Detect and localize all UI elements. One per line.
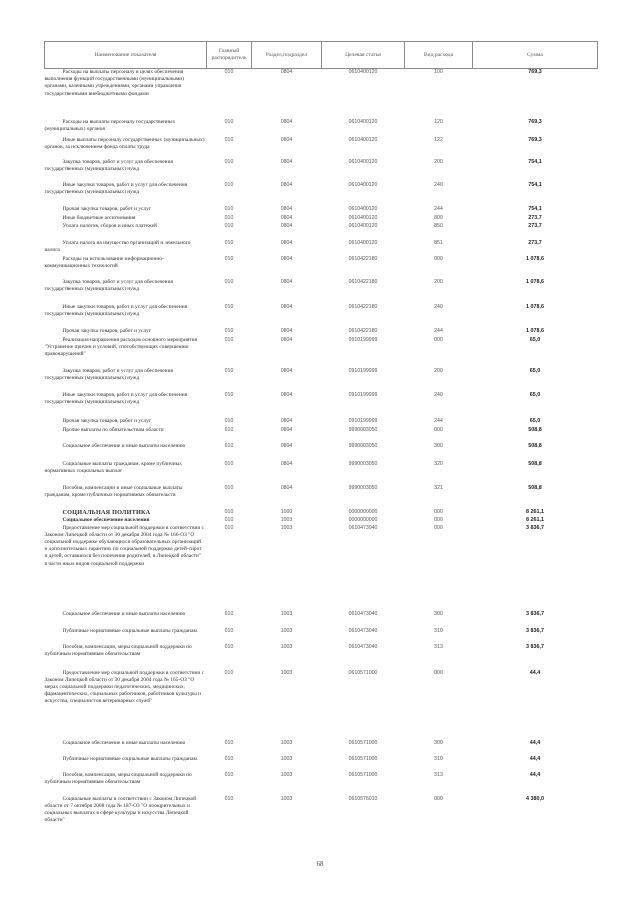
cell-sum: 273,7: [528, 222, 542, 229]
cell-cs: 0610400120: [348, 222, 378, 229]
cell-grbs: 010: [224, 795, 234, 802]
cell-cs: 0610422180: [348, 255, 378, 262]
cell-cs: 0610400120: [348, 239, 378, 246]
column-header-razdel: Раздел,подраздел: [252, 42, 322, 69]
cell-name: Публичные нормативные социальные выплаты гражданам: [62, 755, 197, 762]
cell-razdel: 1000: [280, 508, 293, 515]
table-row: [45, 796, 598, 836]
cell-name: Прочая закупка товаров, работ и услуг: [62, 205, 152, 212]
table-row: [45, 509, 598, 517]
cell-cs: 9990003050: [348, 484, 378, 491]
cell-name: Прочая закупка товаров, работ и услуг: [62, 327, 152, 334]
cell-cs: 0000000000: [348, 516, 378, 523]
cell-name: Публичные нормативные социальные выплаты гражданам: [62, 627, 197, 634]
table-header: [45, 42, 598, 69]
table-row: [45, 670, 598, 740]
cell-cs: 0610422180: [348, 278, 378, 285]
cell-grbs: 010: [224, 214, 234, 221]
cell-razdel: 0804: [280, 391, 293, 398]
table-row: [45, 279, 598, 304]
cell-razdel: 0804: [280, 336, 293, 343]
cell-sum: 769,3: [528, 69, 542, 75]
cell-vr: 320: [434, 460, 443, 467]
cell-sum: 3 836,7: [526, 643, 544, 650]
cell-cs: 0610473040: [348, 610, 378, 617]
cell-vr: 000: [434, 426, 443, 433]
table-row: [45, 611, 598, 628]
cell-razdel: 1003: [280, 524, 293, 531]
table-row: [45, 119, 598, 137]
cell-grbs: 010: [224, 303, 234, 310]
cell-vr: 310: [434, 627, 443, 634]
table-row: [45, 740, 598, 756]
cell-grbs: 010: [224, 771, 234, 778]
cell-name: Социальное обеспечение населения: [62, 516, 150, 523]
cell-grbs: 010: [224, 136, 234, 143]
cell-name: Закупка товаров, работ и услуг для обеспечения государственных (муниципальных) нужд: [44, 278, 173, 292]
cell-sum: 754,1: [528, 158, 542, 165]
cell-name: Иные бюджетные ассигнования: [62, 214, 136, 221]
cell-cs: 0610400120: [348, 214, 378, 221]
cell-cs: 9990003050: [348, 442, 378, 449]
cell-grbs: 010: [224, 181, 234, 188]
cell-cs: 0610571000: [348, 771, 378, 778]
table-row: [45, 206, 598, 215]
cell-vr: 244: [434, 417, 443, 424]
cell-name: Закупка товаров, работ и услуг для обеспечения государственных (муниципальных) нужд: [44, 367, 173, 381]
cell-sum: 769,3: [528, 118, 542, 125]
cell-sum: 44,4: [529, 739, 541, 746]
cell-vr: 313: [434, 643, 443, 650]
cell-razdel: 0804: [280, 255, 293, 262]
cell-grbs: 010: [224, 255, 234, 262]
cell-vr: 240: [434, 391, 443, 398]
cell-vr: 000: [434, 255, 443, 262]
table-row: [45, 328, 598, 337]
cell-vr: 000: [434, 669, 443, 676]
table-body: [45, 69, 598, 836]
cell-name: Иные закупки товаров, работ и услуг для обеспечения государственных (муниципальных) нужд: [44, 181, 188, 195]
cell-sum: 65,0: [529, 391, 541, 398]
cell-sum: 3 836,7: [526, 524, 544, 531]
cell-name: Социальное обеспечение и иные выплаты населению: [62, 610, 186, 617]
cell-vr: 120: [434, 118, 443, 125]
cell-razdel: 0804: [280, 327, 293, 334]
cell-razdel: 0804: [280, 484, 293, 491]
cell-name: Расходы на выплаты персоналу государственных (муниципальных) органов: [44, 118, 176, 132]
cell-grbs: 010: [224, 508, 234, 515]
cell-name: Пособия, компенсации и иные социальные выплаты гражданам, кроме публичных нормативных обязательств: [44, 484, 183, 498]
table-row: [45, 337, 598, 368]
cell-vr: 122: [434, 136, 443, 143]
cell-vr: 300: [434, 610, 443, 617]
cell-sum: 44,4: [529, 755, 541, 762]
cell-vr: 850: [434, 222, 443, 229]
cell-sum: 65,0: [529, 417, 541, 424]
cell-grbs: 010: [224, 460, 234, 467]
cell-cs: 0910199999: [348, 391, 378, 398]
cell-name: Прочие выплаты по обязательствам области: [62, 426, 164, 433]
cell-grbs: 010: [224, 755, 234, 762]
cell-razdel: 0804: [280, 426, 293, 433]
cell-grbs: 010: [224, 118, 234, 125]
cell-vr: 100: [434, 69, 443, 75]
cell-grbs: 010: [224, 278, 234, 285]
cell-razdel: 0804: [280, 460, 293, 467]
cell-name: Социальные выплаты в соответствии с Законом Липецкой области от 7 октября 2008 года № 187-ОЗ "О поощрительных и социальных выплатах в сфере культуры и искусства Липецкой области": [44, 795, 197, 824]
cell-cs: 9990003050: [348, 460, 378, 467]
cell-cs: 0610422180: [348, 327, 378, 334]
cell-name: Иные выплаты персоналу государственных (муниципальных) органов, за исключением фонда оплаты труда: [44, 136, 205, 150]
table-row: [45, 525, 598, 611]
cell-name: Иные закупки товаров, работ и услуг для обеспечения государственных (муниципальных) нужд: [44, 391, 188, 405]
cell-name: Предоставление мер социальной поддержки в соответствии с Законом Липецкой области от 30 декабря 2004 года № 166-ОЗ "О социальной поддержке обучающихся образовательных организаций и дополнительных гарантиях по социальной поддержке детей-сирот и детей, оставшихся без попечения родителей, в Липецкой области" в части иных видов социальной поддержки: [44, 524, 205, 567]
cell-grbs: 010: [224, 426, 234, 433]
cell-name: Социальное обеспечение и иные выплаты населению: [62, 442, 186, 449]
cell-sum: 508,8: [528, 442, 542, 449]
cell-sum: 508,8: [528, 460, 542, 467]
cell-vr: 851: [434, 239, 443, 246]
cell-vr: 244: [434, 327, 443, 334]
cell-razdel: 0804: [280, 239, 293, 246]
table-row: [45, 418, 598, 427]
cell-cs: 0610473040: [348, 643, 378, 650]
cell-razdel: 0804: [280, 69, 293, 75]
cell-vr: 000: [434, 508, 443, 515]
budget-document-page: [44, 41, 597, 836]
cell-grbs: 010: [224, 442, 234, 449]
cell-razdel: 0804: [280, 278, 293, 285]
cell-cs: 0910199999: [348, 336, 378, 343]
cell-sum: 44,4: [529, 771, 541, 778]
cell-razdel: 1003: [280, 795, 293, 802]
cell-grbs: 010: [224, 610, 234, 617]
table-row: [45, 137, 598, 159]
cell-vr: 313: [434, 771, 443, 778]
table-row: [45, 756, 598, 772]
cell-cs: 0610422180: [348, 303, 378, 310]
table-row: [45, 69, 598, 119]
table-row: [45, 159, 598, 182]
cell-grbs: 010: [224, 367, 234, 374]
cell-razdel: 0804: [280, 118, 293, 125]
cell-sum: 273,7: [528, 239, 542, 246]
table-row: [45, 240, 598, 256]
cell-sum: 3 836,7: [526, 610, 544, 617]
column-header-vr: Вид расхода: [405, 42, 473, 69]
cell-sum: 769,3: [528, 136, 542, 143]
column-header-cs: Целевая статья: [322, 42, 405, 69]
table-row: [45, 223, 598, 240]
cell-vr: 240: [434, 303, 443, 310]
cell-vr: 200: [434, 158, 443, 165]
cell-vr: 200: [434, 278, 443, 285]
cell-vr: 200: [434, 367, 443, 374]
cell-name: Закупка товаров, работ и услуг для обеспечения государственных (муниципальных) нужд: [44, 158, 173, 172]
cell-grbs: 010: [224, 516, 234, 523]
table-row: [45, 427, 598, 443]
cell-name: Реализация направления расходов основного мероприятия "Устранение причин и условий, способствующих совершению правонарушений": [44, 336, 198, 357]
cell-grbs: 010: [224, 524, 234, 531]
cell-grbs: 010: [224, 484, 234, 491]
cell-cs: 0610400120: [348, 136, 378, 143]
table-row: [45, 304, 598, 328]
cell-grbs: 010: [224, 643, 234, 650]
cell-sum: 3 836,7: [526, 627, 544, 634]
cell-razdel: 1003: [280, 516, 293, 523]
cell-vr: 000: [434, 524, 443, 531]
column-header-grbs: Главный распорядитель: [207, 42, 252, 69]
cell-razdel: 1003: [280, 755, 293, 762]
cell-grbs: 010: [224, 327, 234, 334]
cell-razdel: 1003: [280, 627, 293, 634]
cell-sum: 4 380,0: [526, 795, 544, 802]
cell-razdel: 0804: [280, 417, 293, 424]
cell-cs: 0000000000: [348, 508, 378, 515]
column-header-sum: Сумма: [473, 42, 598, 69]
cell-razdel: 0804: [280, 367, 293, 374]
cell-sum: 44,4: [529, 669, 541, 676]
cell-cs: 0610473040: [348, 627, 378, 634]
table-row: [45, 368, 598, 392]
cell-name: Социальные выплаты гражданам, кроме публичных нормативных социальных выплат: [44, 460, 182, 474]
cell-razdel: 0804: [280, 158, 293, 165]
cell-cs: 0910199999: [348, 417, 378, 424]
cell-cs: 0610473040: [348, 524, 378, 531]
table-row: [45, 443, 598, 461]
cell-razdel: 0804: [280, 442, 293, 449]
cell-razdel: 0804: [280, 205, 293, 212]
table-row: [45, 461, 598, 485]
cell-grbs: 010: [224, 669, 234, 676]
cell-cs: 9990003050: [348, 426, 378, 433]
cell-grbs: 010: [224, 417, 234, 424]
cell-sum: 65,0: [529, 336, 541, 343]
cell-grbs: 010: [224, 205, 234, 212]
column-header-name: Наименование показателя: [45, 42, 207, 69]
cell-name: Пособия, компенсации, меры социальной поддержки по публичным нормативным обязательствам: [44, 771, 192, 785]
cell-grbs: 010: [224, 627, 234, 634]
cell-name: Предоставление мер социальной поддержки в соответствии с Законом Липецкой области от 30 декабря 2004 года № 165-ОЗ "О мерах социальной поддержки педагогических, медицинских, фармацевтических, социальных работников, работников культуры и искусства, специалистов ветеринарных служб": [44, 669, 205, 705]
table-row: [45, 392, 598, 418]
cell-vr: 244: [434, 205, 443, 212]
cell-razdel: 1003: [280, 771, 293, 778]
cell-sum: 8 261,1: [526, 508, 544, 515]
cell-cs: 0610400120: [348, 118, 378, 125]
cell-vr: 300: [434, 739, 443, 746]
cell-vr: 000: [434, 336, 443, 343]
table-row: [45, 182, 598, 206]
cell-cs: 0610571000: [348, 739, 378, 746]
table-row: [45, 517, 598, 525]
cell-sum: 1 078,6: [526, 278, 544, 285]
cell-sum: 508,8: [528, 484, 542, 491]
cell-grbs: 010: [224, 336, 234, 343]
cell-grbs: 010: [224, 239, 234, 246]
cell-sum: 8 261,1: [526, 516, 544, 523]
cell-cs: 0610571000: [348, 755, 378, 762]
cell-sum: 754,1: [528, 181, 542, 188]
page-number: 68: [316, 860, 324, 868]
cell-cs: 0910199999: [348, 367, 378, 374]
table-row: [45, 772, 598, 796]
cell-name: Прочая закупка товаров, работ и услуг: [62, 417, 152, 424]
cell-vr: 000: [434, 795, 443, 802]
cell-razdel: 1003: [280, 610, 293, 617]
cell-razdel: 1003: [280, 643, 293, 650]
cell-vr: 300: [434, 442, 443, 449]
cell-sum: 65,0: [529, 367, 541, 374]
cell-razdel: 0804: [280, 136, 293, 143]
cell-cs: 0610400120: [348, 205, 378, 212]
cell-razdel: 0804: [280, 214, 293, 221]
cell-cs: 0610571000: [348, 669, 378, 676]
cell-sum: 1 078,6: [526, 303, 544, 310]
cell-razdel: 0804: [280, 303, 293, 310]
cell-sum: 1 078,6: [526, 327, 544, 334]
table-row: [45, 215, 598, 223]
cell-cs: 0610400120: [348, 158, 378, 165]
cell-name: Иные закупки товаров, работ и услуг для обеспечения государственных (муниципальных) нужд: [44, 303, 188, 317]
cell-vr: 800: [434, 214, 443, 221]
cell-sum: 508,8: [528, 426, 542, 433]
cell-grbs: 010: [224, 739, 234, 746]
cell-name: Расходы на выплаты персоналу в целях обеспечения выполнения функций государственными (муниципальными) органами, казенными учреждениями, органами управления государственными внебюджетными фондами: [44, 69, 184, 97]
cell-vr: 000: [434, 516, 443, 523]
cell-razdel: 1003: [280, 669, 293, 676]
cell-name: СОЦИАЛЬНАЯ ПОЛИТИКА: [62, 508, 151, 516]
cell-grbs: 010: [224, 391, 234, 398]
cell-vr: 310: [434, 755, 443, 762]
cell-razdel: 1003: [280, 739, 293, 746]
cell-grbs: 010: [224, 69, 234, 75]
cell-name: Социальное обеспечение и иные выплаты населению: [62, 739, 186, 746]
cell-sum: 1 078,6: [526, 255, 544, 262]
cell-name: Уплата налогов, сборов и иных платежей: [62, 222, 157, 229]
cell-sum: 754,1: [528, 205, 542, 212]
cell-razdel: 0804: [280, 222, 293, 229]
cell-sum: 273,7: [528, 214, 542, 221]
cell-name: Расходы на использование информационно-коммуникационных технологий: [44, 255, 164, 269]
table-row: [45, 644, 598, 670]
cell-razdel: 0804: [280, 181, 293, 188]
budget-table: [44, 41, 598, 836]
cell-cs: 0610400120: [348, 69, 378, 75]
cell-cs: 0610576010: [348, 795, 378, 802]
cell-name: Уплата налога на имущество организаций и земельного налога: [44, 239, 191, 253]
cell-grbs: 010: [224, 222, 234, 229]
cell-name: Пособия, компенсации, меры социальной поддержки по публичным нормативным обязательствам: [44, 643, 192, 657]
cell-grbs: 010: [224, 158, 234, 165]
table-row: [45, 256, 598, 279]
table-row: [45, 485, 598, 509]
cell-cs: 0610400120: [348, 181, 378, 188]
cell-vr: 240: [434, 181, 443, 188]
cell-vr: 321: [434, 484, 443, 491]
table-row: [45, 628, 598, 644]
